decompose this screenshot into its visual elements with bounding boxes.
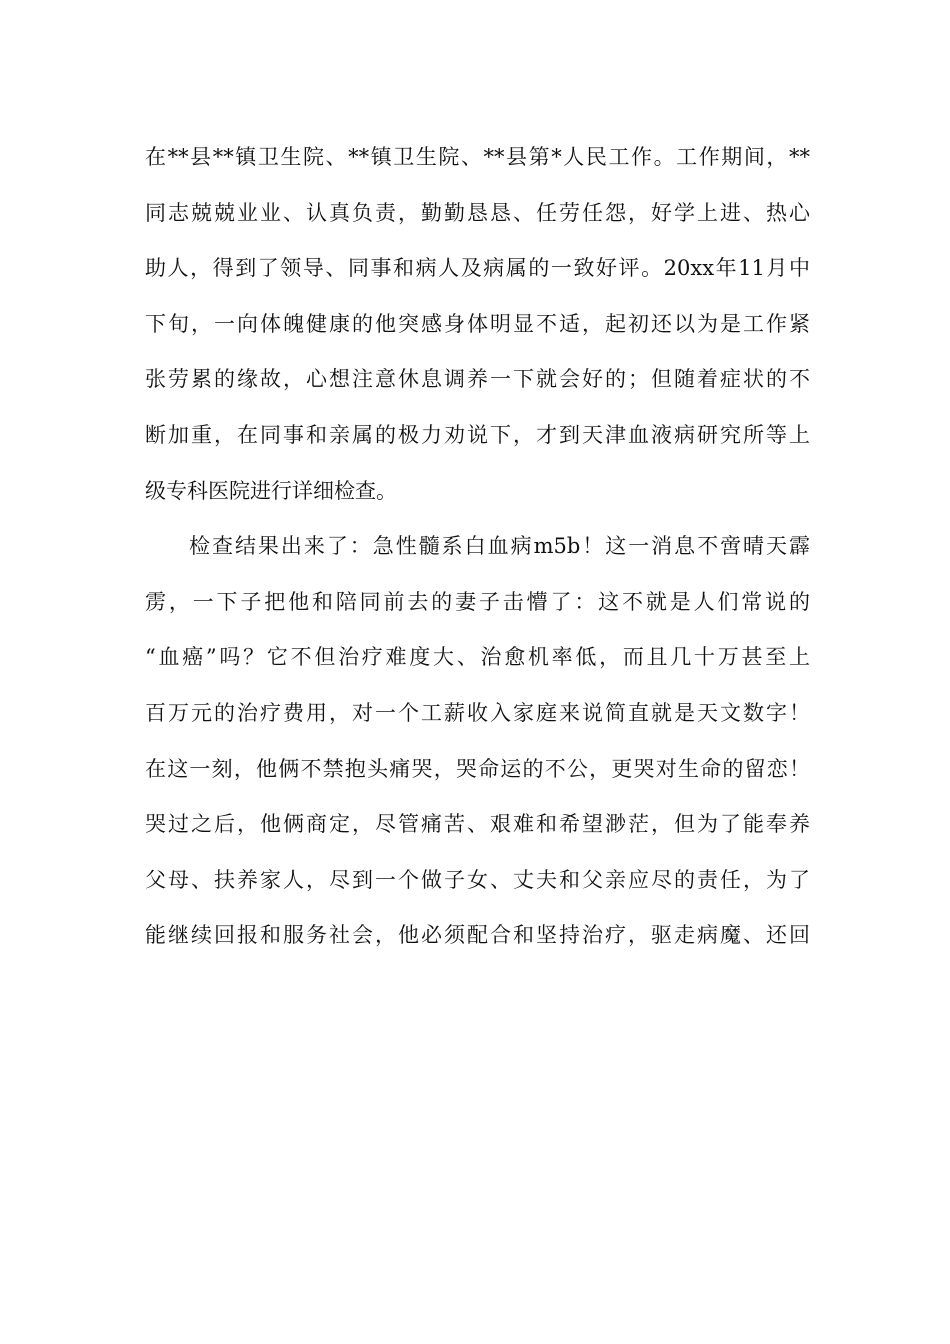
text-line: 检查结果出来了：急性髓系白血病m5b！这一消息不啻晴天霹 — [189, 534, 810, 559]
text-line: 在**县**镇卫生院、**镇卫生院、**县第*人民工作。工作期间，** — [145, 145, 810, 169]
text-line: 同志兢兢业业、认真负责，勤勤恳恳、任劳任怨，好学上进、热心 — [145, 200, 810, 225]
text-line: 张劳累的缘故，心想注意休息调养一下就会好的；但随着症状的不 — [145, 367, 810, 392]
text-line: 助人，得到了领导、同事和病人及病属的一致好评。20xx年11月中 — [145, 256, 810, 281]
text-line: 在这一刻，他俩不禁抱头痛哭，哭命运的不公，更哭对生命的留恋！ — [145, 756, 810, 781]
text-line: 下旬，一向体魄健康的他突感身体明显不适，起初还以为是工作紧 — [145, 311, 810, 336]
text-line: 雳，一下子把他和陪同前去的妻子击懵了：这不就是人们常说的 — [145, 589, 810, 614]
text-line: 级专科医院进行详细检查。 — [145, 478, 397, 503]
text-line: “血癌”吗？它不但治疗难度大、治愈机率低，而且几十万甚至上 — [145, 645, 810, 670]
text-line: 百万元的治疗费用，对一个工薪收入家庭来说简直就是天文数字！ — [145, 700, 810, 725]
paragraph-1 — [145, 130, 810, 519]
paragraph-2 — [145, 519, 810, 964]
document-body — [145, 130, 810, 964]
text-line: 哭过之后，他俩商定，尽管痛苦、艰难和希望渺茫，但为了能奉养 — [145, 812, 810, 837]
text-line: 断加重，在同事和亲属的极力劝说下，才到天津血液病研究所等上 — [145, 422, 810, 447]
text-line: 父母、扶养家人，尽到一个做子女、丈夫和父亲应尽的责任，为了 — [145, 867, 810, 892]
text-line: 能继续回报和服务社会，他必须配合和坚持治疗，驱走病魔、还回 — [145, 923, 810, 948]
